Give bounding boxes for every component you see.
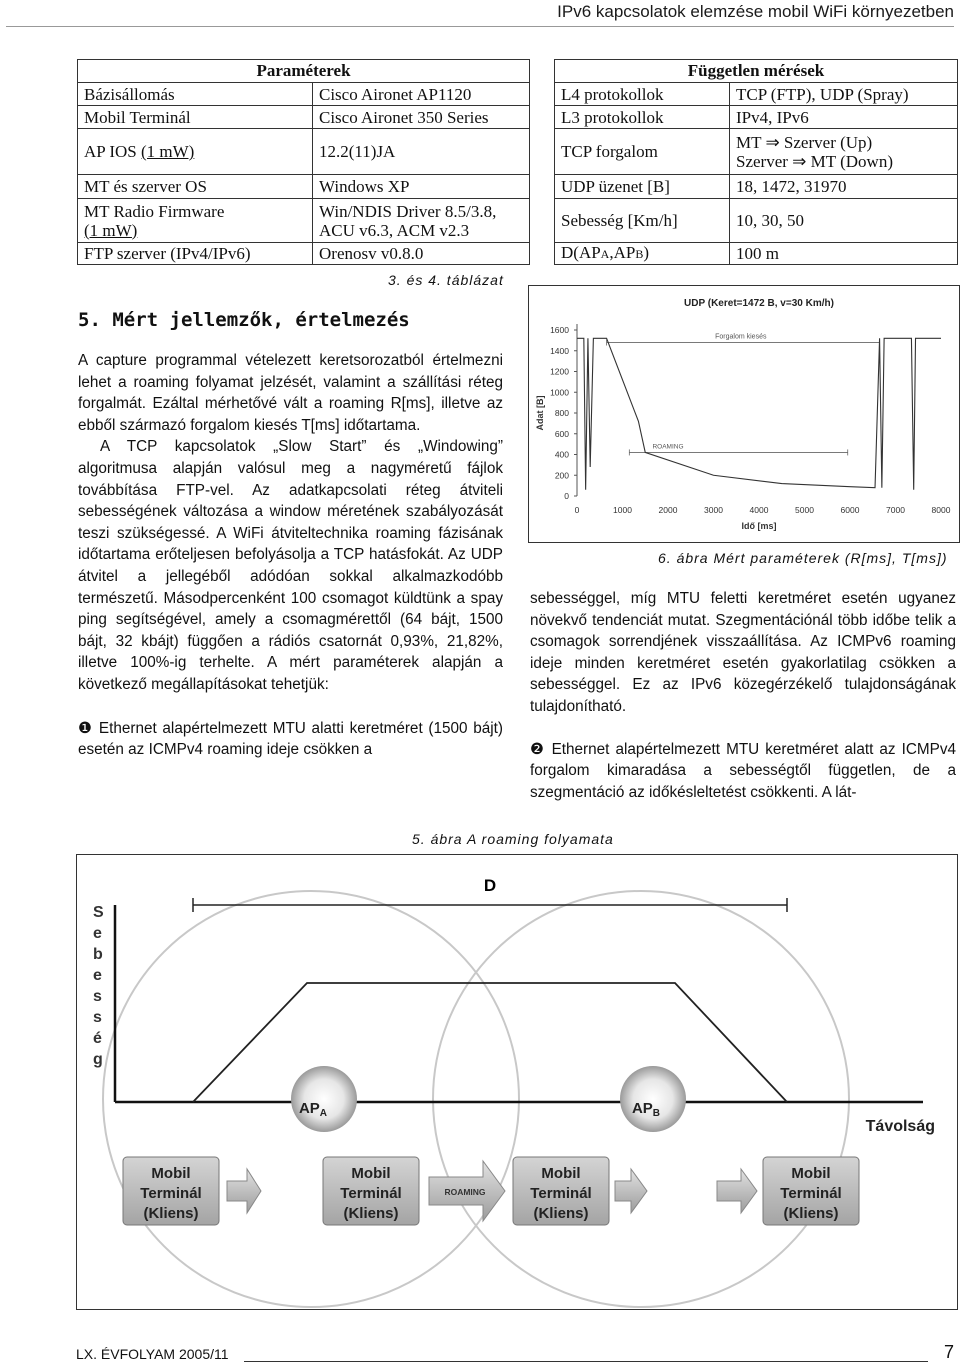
d-label: D xyxy=(483,876,497,895)
y-tick-label: 400 xyxy=(554,449,569,460)
ap-b-label: $AP_B$ xyxy=(631,1100,661,1119)
paragraph: A TCP kapcsolatok „Slow Start” és „Windowing” algoritmusa alapján valósul meg a nagyméretű fájlok továbbítása FTP-vel. Az adatkapcsolati réteg átviteli sebességének változása a window méretének szabályozását teszi szükségessé. A WiFi átviteltechnika roaming fázisának időtartama erőteljesen befolyásolja a TCP hatásfokát. Az UDP átvitel a jellegéből adódóan sokkal alkalmazkodóbb természetű. Másodpercenként 100 csomagot küldtünk a spay ping segítségével, amely a csomagmérettől (64 bájt, 1500 bájt, 32 kbájt) függően a rádiós csatornát 0,93%, 21,82%, illetve 100%-ig terhelte. A mért paraméterek alapján a következő megállapításokat tehetjük: xyxy=(78,438,503,693)
terminal-2 xyxy=(323,1157,419,1225)
y-tick-label: 800 xyxy=(554,408,569,418)
paragraph: ❶ Ethernet alapértelmezett MTU alatti keretméret (1500 bájt) esetén az ICMPv4 roaming ideje csökken a xyxy=(78,719,503,759)
header-title: IPv6 kapcsolatok elemzése mobil WiFi környezetben xyxy=(557,2,954,21)
y-letter: b xyxy=(93,946,103,963)
meas-value: IPv4, IPv6 xyxy=(730,106,958,129)
terminal-line: Terminál xyxy=(530,1185,592,1202)
y-letter: s xyxy=(93,988,102,1005)
header-rule xyxy=(6,26,954,27)
terminal-line: (Kliens) xyxy=(783,1205,839,1222)
param-label: MT és szerver OS xyxy=(78,175,313,199)
right-column xyxy=(530,588,956,803)
meas-heading: Független mérések xyxy=(555,60,958,83)
param-label-line: MT Radio Firmware xyxy=(84,201,225,221)
terminal-line: (Kliens) xyxy=(343,1205,399,1222)
section-title: 5. Mért jellemzők, értelmezés xyxy=(78,309,410,331)
y-letter: S xyxy=(93,904,104,921)
y-tick-label: 200 xyxy=(554,470,569,481)
x-tick-label: 7000 xyxy=(886,505,905,515)
annotation-roaming: ROAMING xyxy=(652,443,684,451)
roaming-diagram xyxy=(77,855,957,1309)
param-value-line: Win/NDIS Driver 8.5/3.8, xyxy=(319,201,497,221)
table-caption: 3. és 4. táblázat xyxy=(388,272,504,288)
x-tick-label: 6000 xyxy=(840,505,860,515)
roaming-arrow-label: ROAMING xyxy=(444,1187,486,1197)
paragraph: sebességgel, míg MTU feletti keretméret esetén ugyanez növekvő tendenciát mutat. Szegmentációnál több időbe telik a csomagok sorrendjének visszaállítása. Az ICMPv6 roaming ideje minden keretméret esetén gyakorlatilag csökken a sebességgel. Ez az IPv6 közegérzékelő tulajdonságának tulajdonítható. xyxy=(530,590,956,715)
terminal-3 xyxy=(513,1157,609,1225)
ap-b-node xyxy=(620,1066,686,1132)
x-tick-label: 8000 xyxy=(931,505,951,515)
x-tick-label: 2000 xyxy=(658,505,678,515)
meas-value-line: MT ⇒ Szerver (Up) xyxy=(736,132,873,152)
terminal-line: Mobil xyxy=(151,1165,191,1182)
paragraph: A capture programmal vételezett keretsorozatból értelmezni lehet a roaming folyamat jelzését, valamint a szállítási réteg forgalmát. Ezáltal mérhetővé vált a roaming R[ms], illetve az ebből származó forgalom kiesés T[ms] időtartama. xyxy=(78,352,503,434)
meas-value: 18, 1472, 31970 xyxy=(730,175,958,199)
page-footer xyxy=(76,1342,956,1362)
terminal-line: Terminál xyxy=(140,1185,202,1202)
measurements-table xyxy=(554,59,958,265)
running-header xyxy=(0,0,960,28)
terminal-line: Mobil xyxy=(351,1165,391,1182)
y-tick-label: 0 xyxy=(564,491,569,501)
move-arrow-1 xyxy=(227,1169,261,1213)
move-arrow-2 xyxy=(615,1169,647,1213)
y-tick-label: 1000 xyxy=(550,387,569,398)
distance-label: Távolság xyxy=(865,1118,935,1135)
figure-6-chart xyxy=(528,285,960,543)
y-axis-label xyxy=(93,904,104,1068)
param-value: Cisco Aironet AP1120 xyxy=(313,83,530,106)
paragraph: ❷ Ethernet alapértelmezett MTU keretméret alatt az ICMPv4 forgalom kimaradása a sebességtől független, de a szegmentáció az időkésleltetést csökkenti. A lát- xyxy=(530,740,956,801)
param-value xyxy=(313,199,530,243)
terminal-line: Terminál xyxy=(780,1185,842,1202)
param-label: Bázisállomás xyxy=(78,83,313,106)
param-label xyxy=(78,199,313,243)
param-label: Mobil Terminál xyxy=(78,106,313,129)
param-value: Cisco Aironet 350 Series xyxy=(313,106,530,129)
move-arrow-3 xyxy=(717,1169,757,1213)
meas-label: Sebesség [Km/h] xyxy=(555,199,730,243)
terminal-line: Mobil xyxy=(541,1165,581,1182)
left-column xyxy=(78,350,503,761)
y-tick-label: 1400 xyxy=(550,345,569,356)
meas-value: TCP (FTP), UDP (Spray) xyxy=(730,83,958,106)
y-tick-label: 1600 xyxy=(550,325,569,335)
meas-value xyxy=(730,129,958,175)
params-heading: Paraméterek xyxy=(78,60,530,83)
x-tick-label: 4000 xyxy=(749,505,769,515)
annotation-traffic-loss: Forgalom kiesés xyxy=(715,333,767,341)
param-value-line: ACU v6.3, ACM v2.3 xyxy=(319,220,470,240)
param-label: FTP szerver (IPv4/IPv6) xyxy=(78,243,313,265)
meas-value-line: Szerver ⇒ MT (Down) xyxy=(736,151,893,171)
y-letter: s xyxy=(93,1009,102,1026)
meas-label: D(APA,APB) xyxy=(555,243,730,265)
speed-profile xyxy=(193,983,787,1102)
terminal-line: (Kliens) xyxy=(143,1205,199,1222)
figure-5-diagram xyxy=(76,854,958,1310)
udp-chart xyxy=(529,286,959,542)
chart-ylabel: Adat [B] xyxy=(535,395,545,431)
y-tick-label: 600 xyxy=(554,428,569,439)
param-label-line: (1 mW) xyxy=(84,220,138,240)
meas-label: L4 protokollok xyxy=(555,83,730,106)
series-line xyxy=(577,338,941,489)
page-number: 7 xyxy=(943,1342,954,1362)
footer-rule xyxy=(244,1361,928,1362)
meas-label: UDP üzenet [B] xyxy=(555,175,730,199)
meas-value: 100 m xyxy=(730,243,958,265)
x-tick-label: 0 xyxy=(574,505,580,515)
figure-5-caption: 5. ábra A roaming folyamata xyxy=(412,831,614,847)
meas-value: 10, 30, 50 xyxy=(730,199,958,243)
x-tick-label: 5000 xyxy=(795,505,814,515)
figure-6-caption: 6. ábra Mért paraméterek (R[ms], T[ms]) xyxy=(658,550,948,566)
x-tick-label: 1000 xyxy=(613,505,632,515)
param-value: 12.2(11)JA xyxy=(313,129,530,175)
meas-label: L3 protokollok xyxy=(555,106,730,129)
terminal-4 xyxy=(763,1157,859,1225)
param-label: AP IOS (1 mW) xyxy=(78,129,313,175)
param-value: Orenosv v0.8.0 xyxy=(313,243,530,265)
chart-title: UDP (Keret=1472 B, v=30 Km/h) xyxy=(684,298,834,309)
params-table xyxy=(77,59,530,265)
y-letter: e xyxy=(93,967,102,984)
y-tick-label: 1200 xyxy=(550,366,569,377)
y-letter: e xyxy=(93,925,102,942)
chart-xlabel: Idő [ms] xyxy=(741,521,777,531)
ap-a-node xyxy=(291,1066,357,1132)
param-value: Windows XP xyxy=(313,175,530,199)
terminal-1 xyxy=(123,1157,219,1225)
x-tick-label: 3000 xyxy=(704,505,723,515)
terminal-line: (Kliens) xyxy=(533,1205,589,1222)
ap-a-label: $AP_A$ xyxy=(298,1100,328,1119)
y-letter: g xyxy=(93,1051,103,1068)
meas-label: TCP forgalom xyxy=(555,129,730,175)
terminal-line: Mobil xyxy=(791,1165,831,1182)
y-letter: é xyxy=(93,1030,102,1047)
footer-journal: LX. ÉVFOLYAM 2005/11 xyxy=(76,1346,229,1362)
terminal-line: Terminál xyxy=(340,1185,402,1202)
